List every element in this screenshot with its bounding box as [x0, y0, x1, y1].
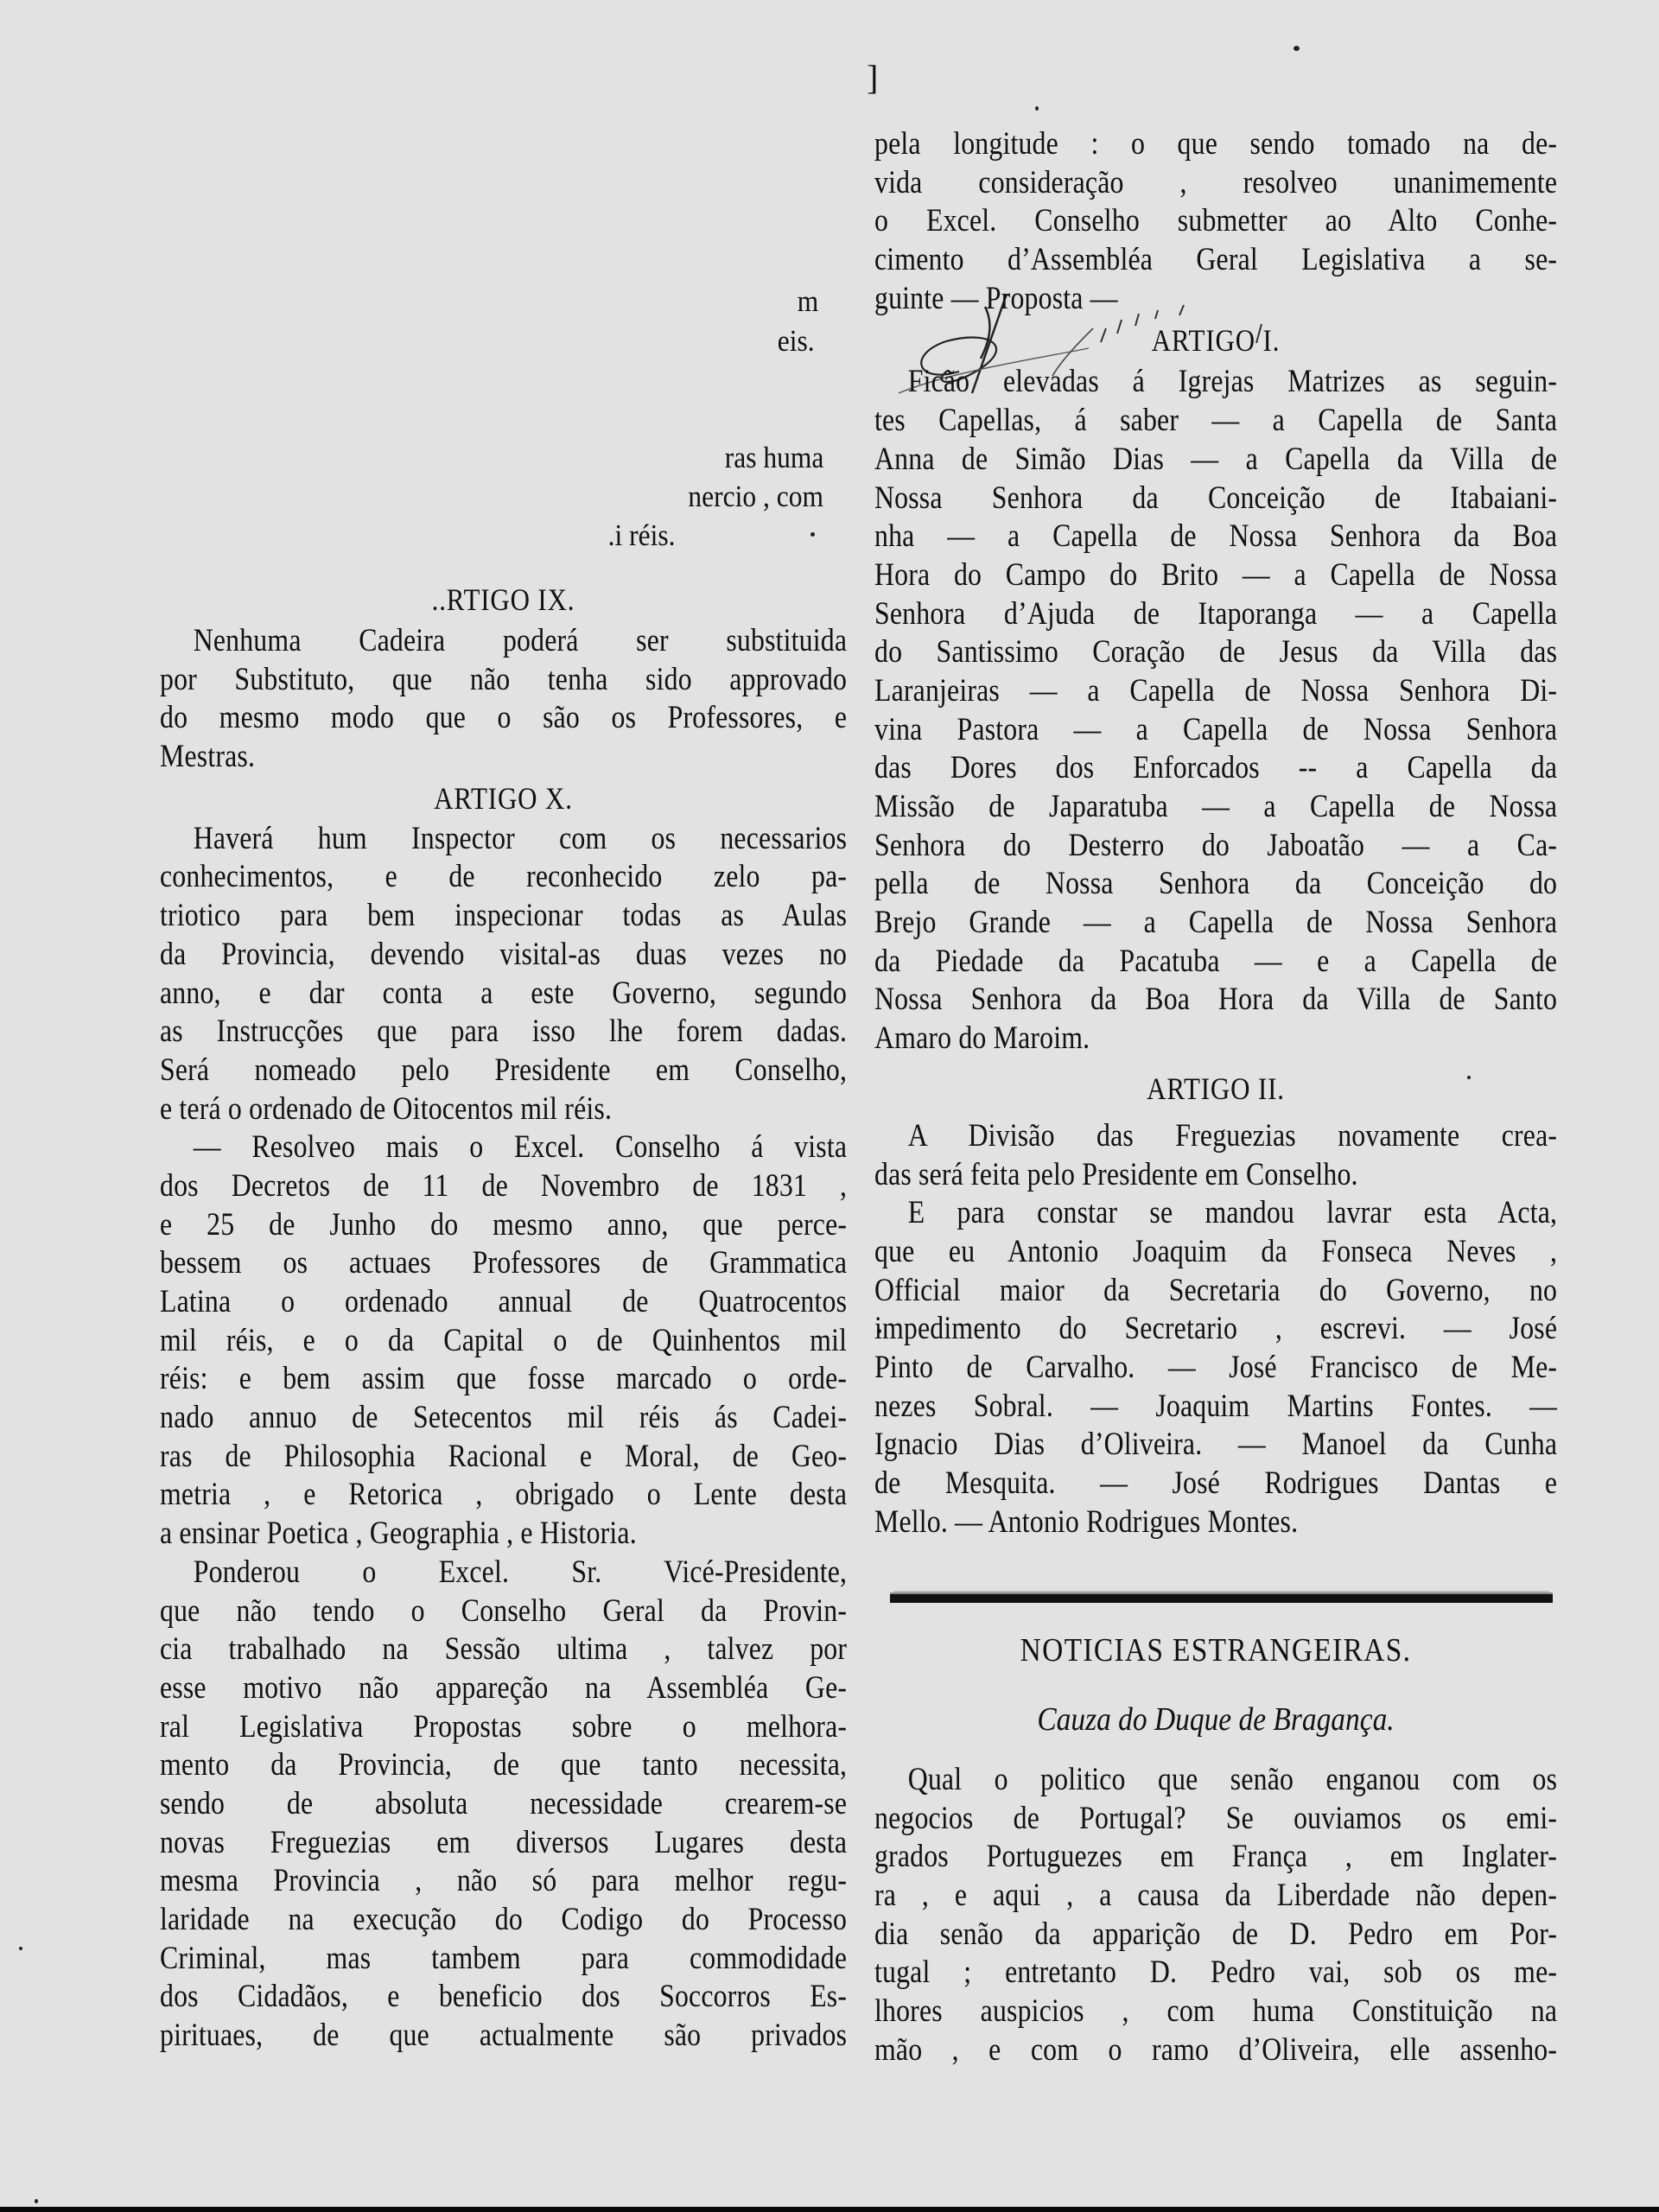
- text-line: do mesmo modo que o são os Professores, e: [160, 700, 848, 736]
- text-line: Amaro do Maroim.: [874, 1020, 1090, 1057]
- text-line: tes Capellas, á saber — a Capella de Santa: [874, 403, 1558, 439]
- text-line: as Instrucções que para isso lhe forem dadas.: [160, 1014, 848, 1050]
- text-line: tugal ; entretanto D. Pedro vai, sob os me-: [874, 1955, 1558, 1991]
- text-line: Senhora do Desterro do Jaboatão — a Ca-: [874, 827, 1558, 863]
- artigo-i-heading: ARTIGO I.: [1151, 323, 1281, 359]
- text-line: o Excel. Conselho submetter ao Alto Conhe-: [874, 203, 1558, 239]
- text-line: novas Freguezias em diversos Lugares desta: [160, 1824, 848, 1860]
- ink-speck: [1294, 46, 1300, 51]
- text-line: Nenhuma Cadeira poderá ser substituida: [193, 623, 848, 658]
- text-line: réis: e bem assim que fosse marcado o orde-: [160, 1361, 848, 1397]
- text-line: Mestras.: [160, 739, 256, 775]
- text-line: das Dores dos Enforcados -- a Capella da: [874, 750, 1558, 786]
- ponderou-paragraph: [160, 1554, 847, 2056]
- text-line: da Provincia, devendo visital-as duas vezes no: [160, 936, 848, 972]
- text-line: grados Portuguezes em França , em Inglater-: [874, 1839, 1558, 1875]
- text-line: vina Pastora — a Capella de Nossa Senhora: [874, 711, 1558, 747]
- truncated-text-fragment: eis.: [778, 324, 815, 358]
- text-line: por Substituto, que não tenha sido approvado: [160, 661, 848, 697]
- text-line: Criminal, mas tambem para commodidade: [160, 1940, 848, 1976]
- artigo-x-body: [160, 820, 847, 1129]
- text-line: impedimento do Secretario , escrevi. — José: [874, 1311, 1558, 1347]
- text-line: pella de Nossa Senhora da Conceição do: [874, 866, 1558, 902]
- section-title-noticias: NOTICIAS ESTRANGEIRAS.: [1020, 1632, 1412, 1669]
- ink-speck: [35, 2199, 38, 2203]
- right-column: [874, 125, 1557, 1541]
- text-line: Missão de Japaratuba — a Capella de Nossa: [874, 789, 1558, 824]
- text-line: que eu Antonio Joaquim da Fonseca Neves ,: [874, 1233, 1558, 1269]
- text-line: ras de Philosophia Racional e Moral, de Geo-: [160, 1438, 848, 1474]
- text-line: do Santissimo Coração de Jesus da Villa das: [874, 634, 1558, 671]
- text-line: que não tendo o Conselho Geral da Provin-: [160, 1592, 848, 1629]
- truncated-text-fragment: .i réis.: [608, 518, 676, 552]
- text-line: Qual o politico que senão enganou com os: [907, 1762, 1558, 1797]
- text-line: bessem os actuaes Professores de Grammatica: [160, 1245, 848, 1281]
- text-line: pela longitude : o que sendo tomado na de-: [874, 126, 1558, 162]
- text-line: de Mesquita. — José Rodrigues Dantas e: [874, 1465, 1558, 1501]
- artigo-ix-body: [160, 622, 847, 777]
- ink-speck: [810, 532, 815, 537]
- text-line: Mello. — Antonio Rodrigues Montes.: [874, 1503, 1299, 1540]
- text-line: triotico para bem inspecionar todas as Aulas: [160, 898, 848, 934]
- text-line: Ficão elevadas á Igrejas Matrizes as seguin-: [907, 364, 1558, 400]
- text-line: negocios de Portugal? Se ouviamos os emi-: [874, 1800, 1558, 1836]
- text-line: dos Cidadãos, e beneficio dos Soccorros Es-: [160, 1979, 848, 2015]
- truncated-text-fragment: nercio , com: [688, 480, 823, 513]
- text-line: nha — a Capella de Nossa Senhora da Boa: [874, 518, 1558, 555]
- text-line: cia trabalhado na Sessão ultima , talvez por: [160, 1631, 848, 1668]
- text-line: laridade na execução do Codigo do Processo: [160, 1902, 848, 1937]
- text-line: Ignacio Dias d’Oliveira. — Manoel da Cunha: [874, 1427, 1558, 1463]
- scan-bottom-edge: [0, 2207, 1659, 2212]
- text-line: mão , e com o ramo d’Oliveira, elle assenho-: [874, 2031, 1558, 2068]
- text-line: Laranjeiras — a Capella de Nossa Senhora Di-: [874, 672, 1558, 709]
- text-line: Será nomeado pelo Presidente em Conselho,: [160, 1052, 848, 1088]
- intro-paragraph: [874, 125, 1557, 318]
- text-line: dia senão da apparição de D. Pedro em Por-: [874, 1916, 1558, 1952]
- closing-paragraph: [874, 1194, 1557, 1541]
- text-line: guinte — Proposta —: [874, 280, 1118, 316]
- text-line: dos Decretos de 11 de Novembro de 1831 ,: [160, 1167, 848, 1204]
- text-line: da Piedade da Pacatuba — e a Capella de: [874, 943, 1558, 979]
- text-line: pirituaes, de que actualmente são privados: [160, 2018, 848, 2054]
- text-line: metria , e Retorica , obrigado o Lente desta: [160, 1477, 848, 1513]
- page-bracket-mark: ]: [867, 58, 879, 97]
- noticias-body: [874, 1761, 1557, 2070]
- left-column: [160, 577, 847, 2056]
- text-line: Pinto de Carvalho. — José Francisco de Me-: [874, 1349, 1558, 1385]
- text-line: Ponderou o Excel. Sr. Vicé-Presidente,: [193, 1554, 848, 1590]
- text-line: esse motivo não appareção na Assembléa Ge-: [160, 1669, 848, 1706]
- text-line: mil réis, e o da Capital o de Quinhentos mil: [160, 1322, 848, 1358]
- text-line: lhores auspicios , com huma Constituição na: [874, 1993, 1558, 2030]
- truncated-text-fragment: ras huma: [724, 441, 823, 474]
- text-line: E para constar se mandou lavrar esta Acta,: [907, 1195, 1558, 1231]
- text-line: Haverá hum Inspector com os necessarios: [193, 820, 848, 856]
- section-subtitle-cauza: Cauza do Duque de Bragança.: [1037, 1701, 1395, 1738]
- artigo-ix-heading: ..RTIGO IX.: [431, 582, 575, 617]
- text-line: nezes Sobral. — Joaquim Martins Fontes. —: [874, 1388, 1558, 1424]
- ink-speck: [1035, 106, 1039, 111]
- text-line: mento da Provincia, de que tanto necessita,: [160, 1747, 848, 1783]
- text-line: Official maior da Secretaria do Governo, no: [874, 1272, 1558, 1308]
- artigo-x-heading: ARTIGO X.: [434, 780, 573, 816]
- text-line: — Resolveo mais o Excel. Conselho á vista: [193, 1129, 848, 1166]
- section-divider-rule: [890, 1592, 1553, 1603]
- text-line: conhecimentos, e de reconhecido zelo pa-: [160, 859, 848, 895]
- text-line: e 25 de Junho do mesmo anno, que perce-: [160, 1206, 848, 1243]
- text-line: das será feita pelo Presidente em Conselho.: [874, 1156, 1358, 1192]
- text-line: nado annuo de Setecentos mil réis ás Cadei-: [160, 1400, 848, 1436]
- ink-speck: [19, 1947, 22, 1950]
- text-line: e terá o ordenado de Oitocentos mil réis.: [160, 1090, 613, 1127]
- text-line: Brejo Grande — a Capella de Nossa Senhora: [874, 905, 1558, 941]
- text-line: a ensinar Poetica , Geographia , e Historia.: [160, 1516, 637, 1552]
- text-line: Senhora d’Ajuda de Itaporanga — a Capella: [874, 595, 1558, 632]
- text-line: Nossa Senhora da Conceição de Itabaiani-: [874, 480, 1558, 516]
- text-line: A Divisão das Freguezias novamente crea-: [907, 1117, 1558, 1154]
- text-line: ra , e aqui , a causa da Liberdade não depen-: [874, 1878, 1558, 1914]
- text-line: Nossa Senhora da Boa Hora da Villa de Santo: [874, 982, 1558, 1018]
- text-line: mesma Provincia , não só para melhor regu-: [160, 1863, 848, 1899]
- text-line: Hora do Campo do Brito — a Capella de Nossa: [874, 556, 1558, 593]
- resolution-paragraph: [160, 1128, 847, 1554]
- truncated-text-fragment: m: [797, 284, 818, 318]
- text-line: vida consideração , resolveo unanimemente: [874, 164, 1558, 200]
- text-line: cimento d’Assembléa Geral Legislativa a se-: [874, 242, 1558, 278]
- text-line: sendo de absoluta necessidade crearem-se: [160, 1785, 848, 1821]
- text-line: ral Legislativa Propostas sobre o melhora-: [160, 1708, 848, 1745]
- text-line: anno, e dar conta a este Governo, segundo: [160, 975, 848, 1011]
- artigo-i-body: [874, 363, 1557, 1058]
- artigo-ii-body: [874, 1117, 1557, 1194]
- text-line: Anna de Simão Dias — a Capella da Villa de: [874, 441, 1558, 477]
- text-line: Latina o ordenado annual de Quatrocentos: [160, 1284, 848, 1319]
- artigo-ii-heading: ARTIGO II.: [1147, 1071, 1285, 1106]
